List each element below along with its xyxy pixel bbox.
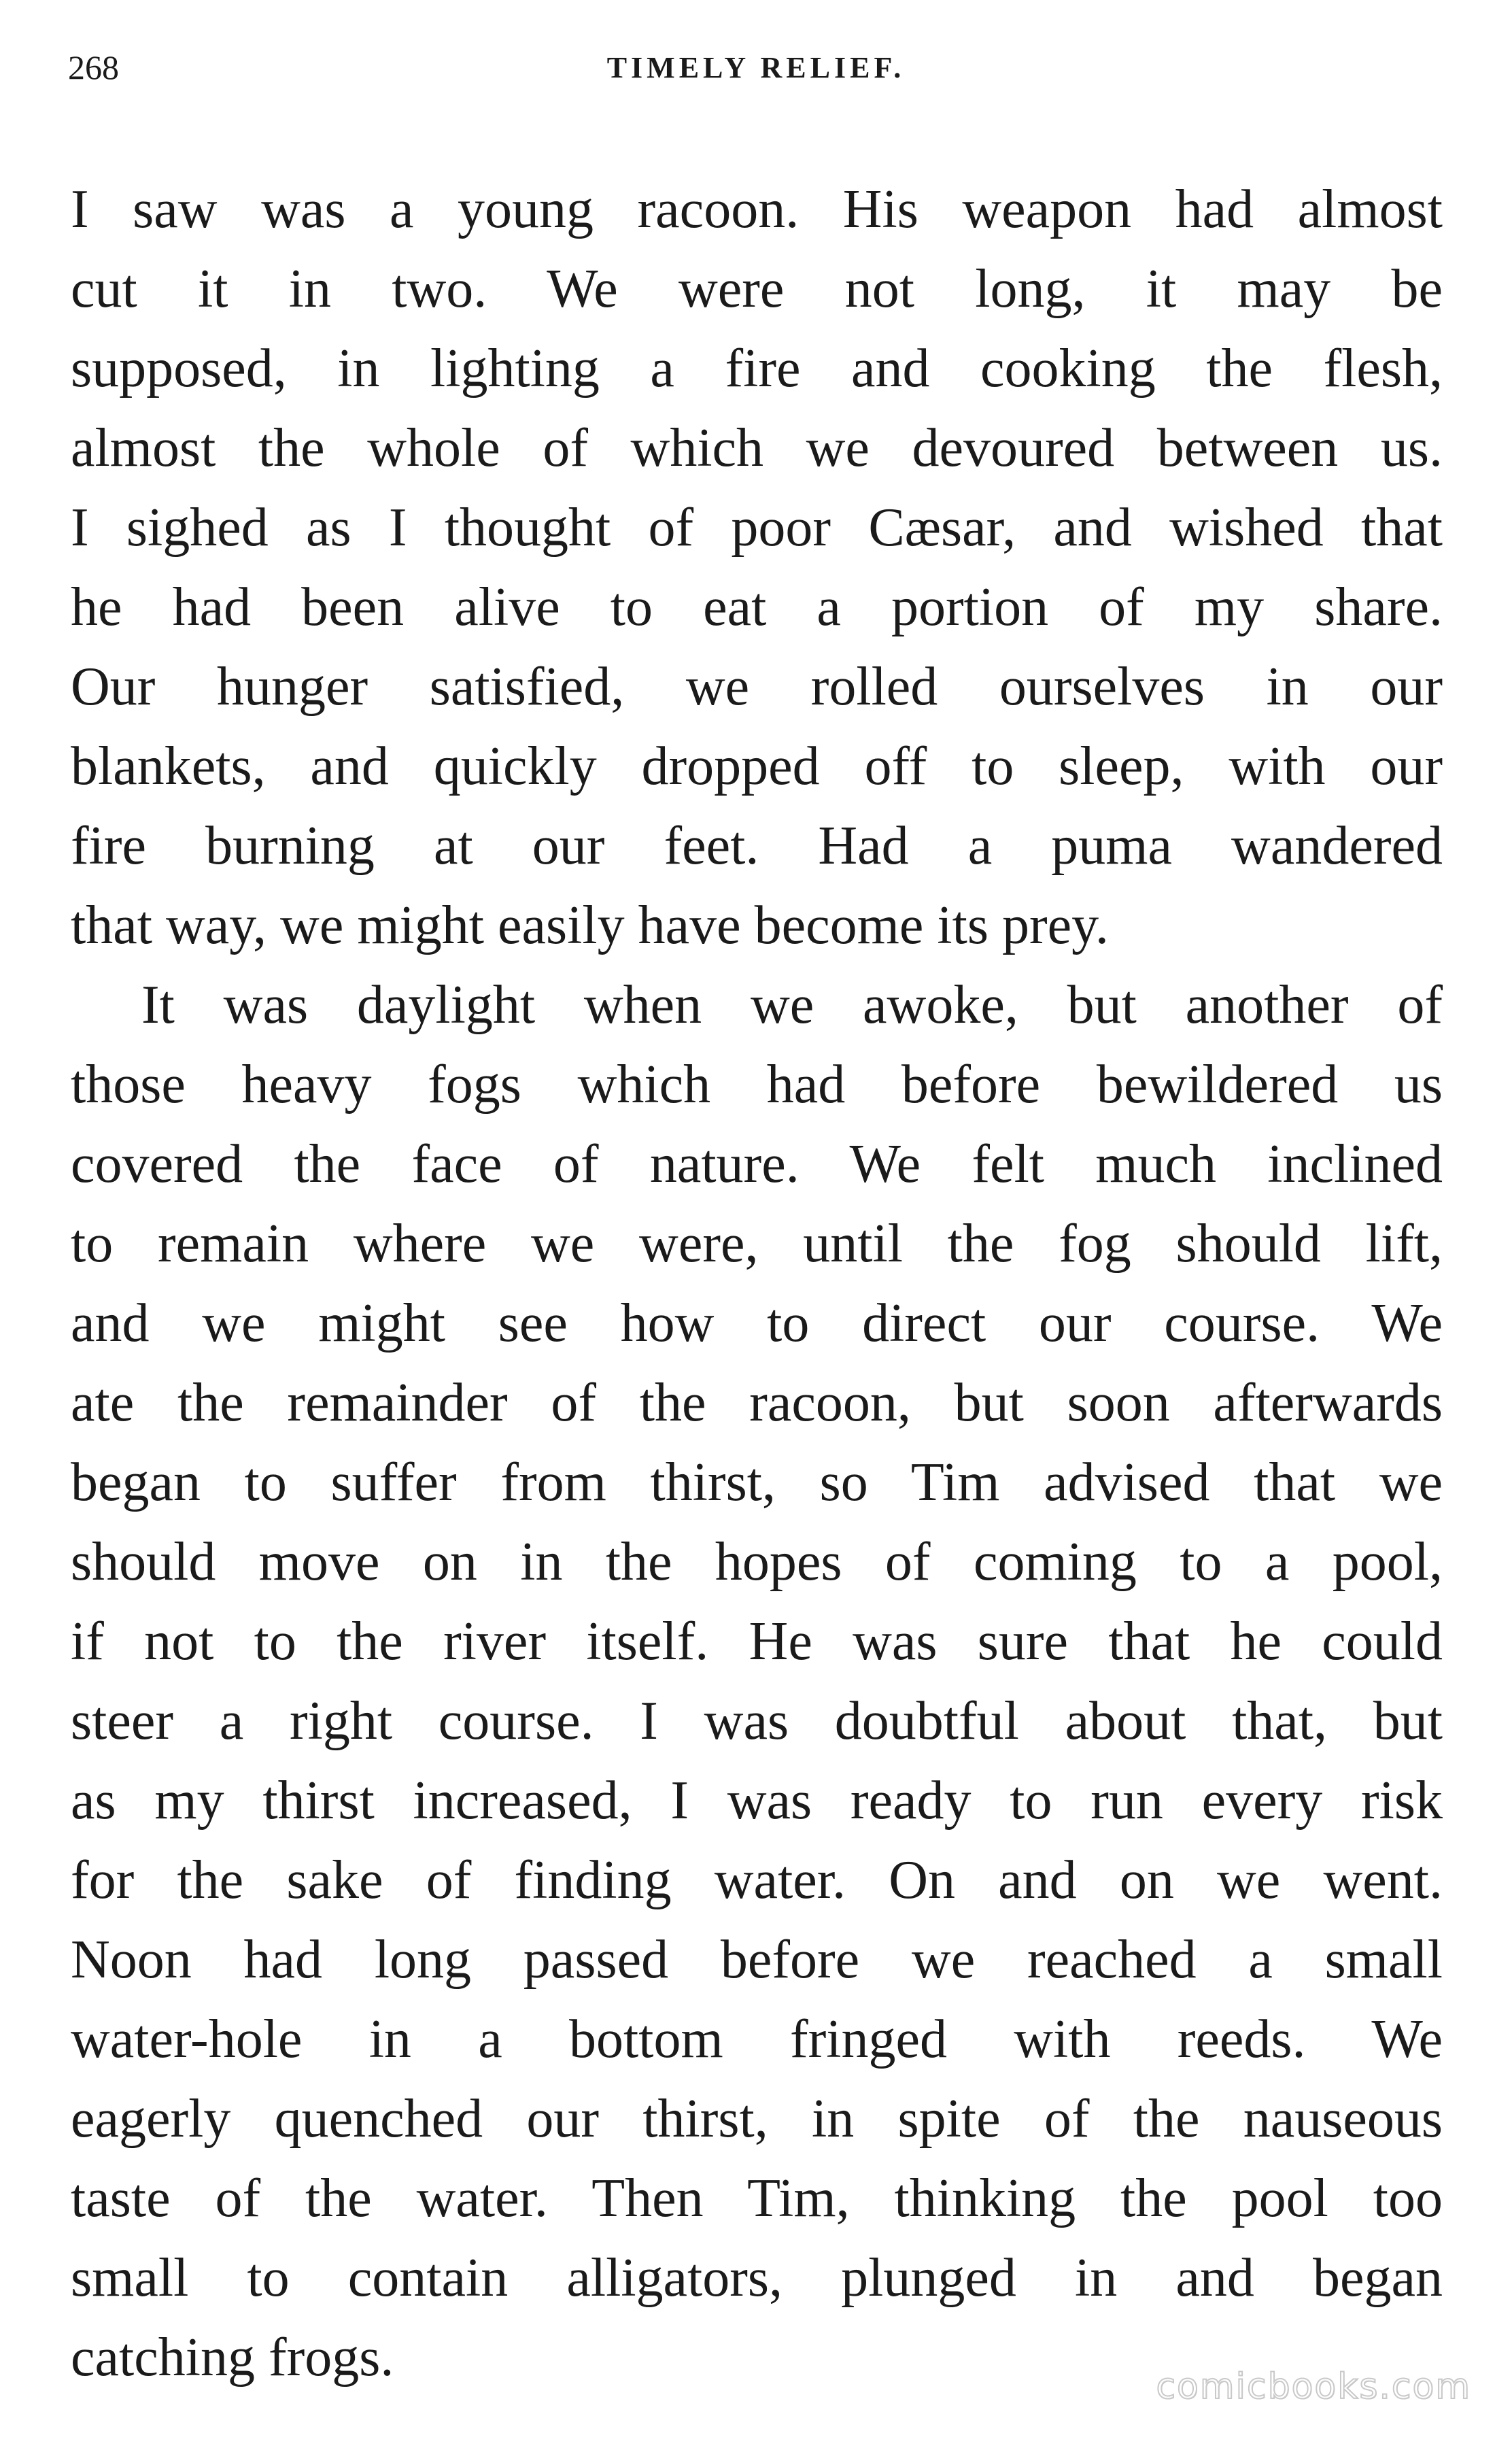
paragraph [71, 170, 1443, 966]
text-line: fire burning at our feet. Had a puma wandered [71, 816, 1443, 876]
watermark-logo: comicbooks.com [1156, 2366, 1471, 2407]
text-line: to remain where we were, until the fog should lift, [71, 1214, 1443, 1274]
text-line: Noon had long passed before we reached a small [71, 1930, 1443, 1990]
text-line: blankets, and quickly dropped off to sleep, with our [71, 736, 1443, 796]
text-line: for the sake of finding water. On and on we went. [71, 1850, 1443, 1910]
text-line: taste of the water. Then Tim, thinking the pool too [71, 2169, 1443, 2228]
text-line: that way, we might easily have become its prey. [71, 896, 1109, 955]
text-line: cut it in two. We were not long, it may be [71, 259, 1443, 319]
text-line: eagerly quenched our thirst, in spite of the nauseous [71, 2089, 1443, 2149]
running-head [68, 48, 1444, 109]
text-line: began to suffer from thirst, so Tim advised that we [71, 1452, 1443, 1512]
text-line: supposed, in lighting a fire and cooking the flesh, [71, 339, 1443, 398]
text-line: water-hole in a bottom fringed with reeds. We [71, 2009, 1443, 2069]
text-line: should move on in the hopes of coming to a pool, [71, 1532, 1443, 1592]
text-line: It was daylight when we awoke, but another of [141, 975, 1443, 1035]
text-line: ate the remainder of the racoon, but soon afterwards [71, 1373, 1443, 1433]
chapter-running-title: TIMELY RELIEF. [606, 51, 906, 84]
text-line: those heavy fogs which had before bewildered us [71, 1055, 1443, 1115]
text-line: covered the face of nature. We felt much inclined [71, 1134, 1443, 1194]
text-line: I saw was a young racoon. His weapon had almost [71, 180, 1443, 239]
text-line: almost the whole of which we devoured between us. [71, 418, 1443, 478]
text-line: steer a right course. I was doubtful about that, but [71, 1691, 1443, 1751]
paragraph [71, 966, 1443, 2398]
text-line: and we might see how to direct our course. We [71, 1293, 1443, 1353]
page-number: 268 [68, 48, 119, 86]
text-line: I sighed as I thought of poor Cæsar, and wished that [71, 498, 1443, 558]
body-text [71, 170, 1443, 2398]
text-line: Our hunger satisfied, we rolled ourselves in our [71, 657, 1443, 717]
text-line: catching frogs. [71, 2328, 394, 2387]
text-line: he had been alive to eat a portion of my share. [71, 577, 1443, 637]
text-line: as my thirst increased, I was ready to run every risk [71, 1771, 1443, 1831]
text-line: small to contain alligators, plunged in and began [71, 2248, 1443, 2308]
text-line: if not to the river itself. He was sure that he could [71, 1612, 1443, 1671]
